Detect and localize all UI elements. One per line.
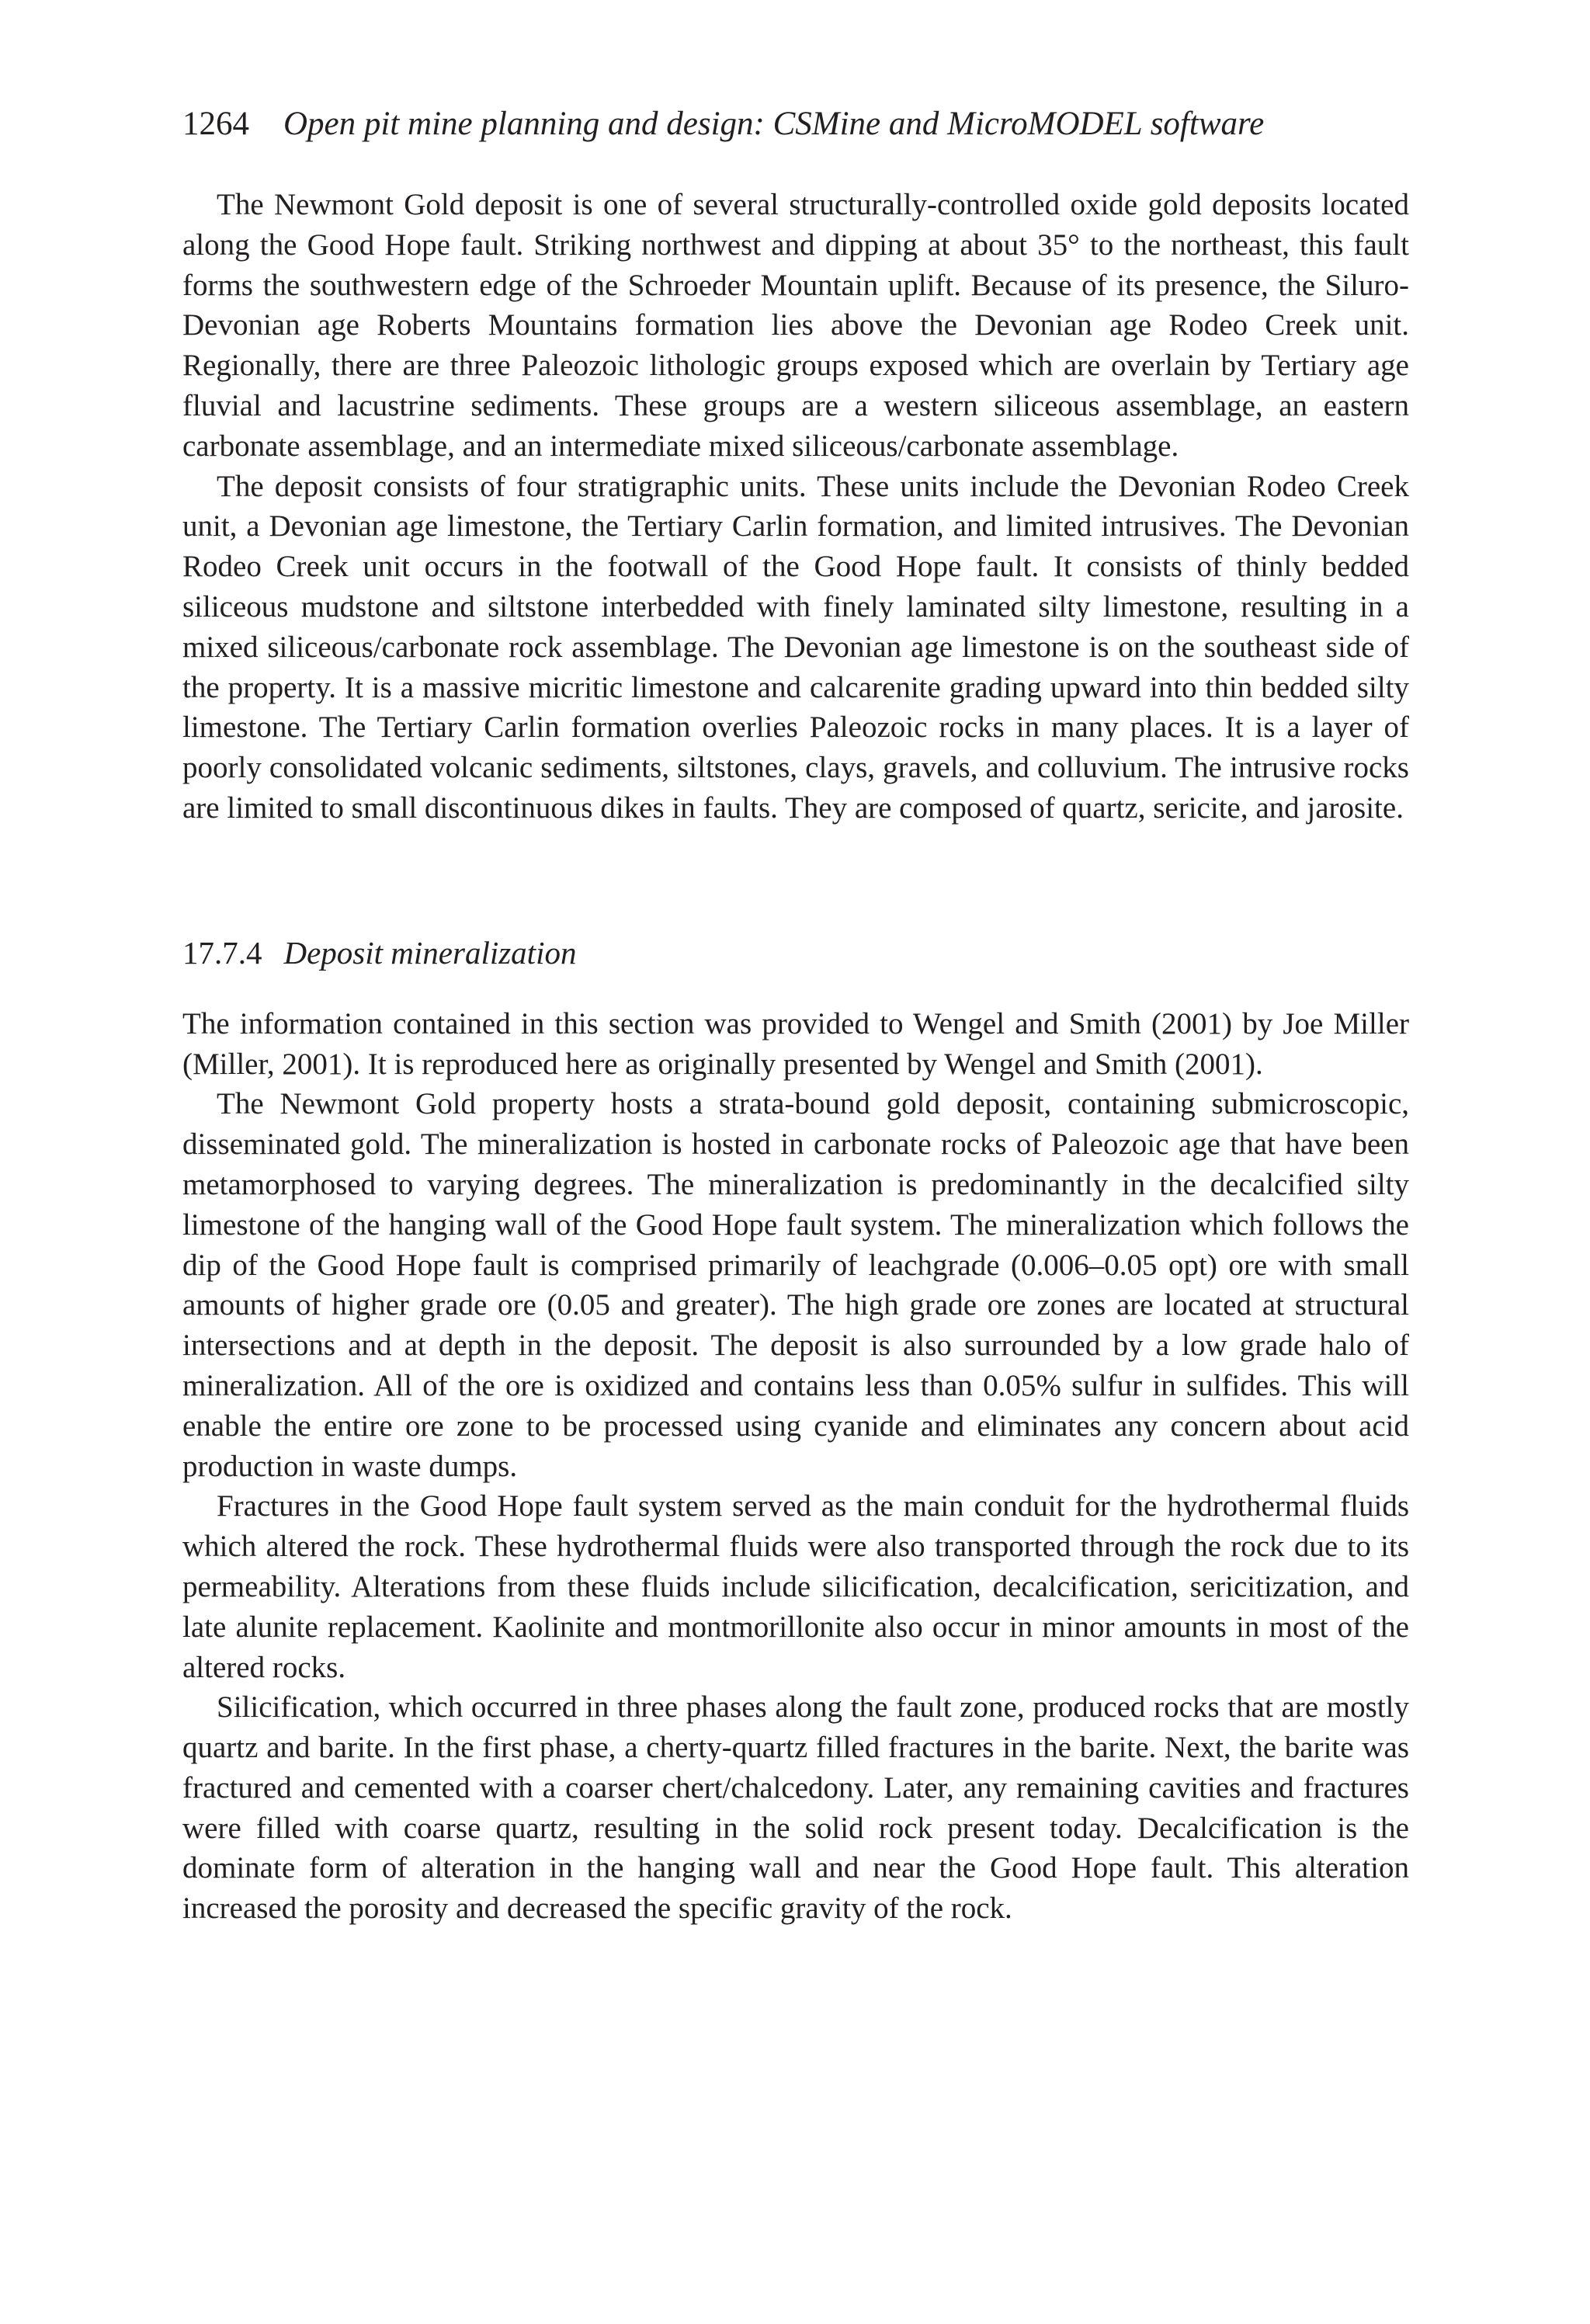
book-title: Open pit mine planning and design: CSMine and MicroMODEL software (283, 106, 1265, 142)
paragraph: Fractures in the Good Hope fault system served as the main conduit for the hydrothermal fluids which altered the rock. These hydrothermal fluids were also transported through the rock due to its permeability. Alterations from these fluids include silicification, decalcification, sericitization, and late alunite replacement. Kaolinite and montmorillonite also occur in minor amounts in most of the altered rocks. (182, 1489, 1409, 1684)
section-number: 17.7.4 (182, 934, 262, 971)
paragraph: The deposit consists of four stratigraphic units. These units include the Devonian Rodeo Creek unit, a Devonian age limestone, the Tertiary Carlin formation, and limited intrusives. The Devonian Rodeo Creek unit occurs in the footwall of the Good Hope fault. It consists of thinly bedded siliceous mudstone and siltstone interbedded with finely laminated silty limestone, resulting in a mixed siliceous/carbonate rock assemblage. The Devonian age limestone is on the southeast side of the property. It is a massive micritic limestone and calcarenite grading upward into thin bedded silty limestone. The Tertiary Carlin formation overlies Paleozoic rocks in many places. It is a layer of poorly consolidated volcanic sediments, siltstones, clays, gravels, and colluvium. The intrusive rocks are limited to small discontinuous dikes in faults. They are composed of quartz, sericite, and jarosite. (182, 469, 1409, 825)
section-heading (182, 929, 1409, 976)
paragraph: The information contained in this section was provided to Wengel and Smith (2001) by Joe Miller (Miller, 2001). It is reproduced here as originally presented by Wengel and Smith (2001). (182, 1006, 1409, 1081)
section-intro-body (182, 185, 1409, 829)
paragraph: The Newmont Gold deposit is one of several structurally-controlled oxide gold deposits located along the Good Hope fault. Striking northwest and dipping at about 35° to the northeast, this fault forms the southwestern edge of the Schroeder Mountain uplift. Because of its presence, the Siluro-Devonian age Roberts Mountains formation lies above the Devonian age Rodeo Creek unit. Regionally, there are three Paleozoic lithologic groups exposed which are overlain by Tertiary age fluvial and lacustrine sediments. These groups are a western siliceous assemblage, an eastern carbonate assemblage, and an intermediate mixed siliceous/carbonate assemblage. (182, 188, 1409, 463)
paragraph: Silicification, which occurred in three phases along the fault zone, produced rocks that are mostly quartz and barite. In the first phase, a cherty-quartz filled fractures in the barite. Next, the barite was fractured and cemented with a coarser chert/chalcedony. Later, any remaining cavities and fractures were filled with coarse quartz, resulting in the solid rock present today. Decalcification is the dominate form of alteration in the hanging wall and near the Good Hope fault. This alteration increased the porosity and decreased the specific gravity of the rock. (182, 1690, 1409, 1926)
document-page (182, 101, 1409, 1929)
section-title: Deposit mineralization (283, 934, 577, 971)
section-mineralization-body (182, 1004, 1409, 1929)
page-number: 1264 (182, 106, 249, 142)
running-header (182, 101, 1409, 148)
paragraph: The Newmont Gold property hosts a strata-bound gold deposit, containing submicroscopic, disseminated gold. The mineralization is hosted in carbonate rocks of Paleozoic age that have been metamorphosed to varying degrees. The mineralization is predominantly in the decalcified silty limestone of the hanging wall of the Good Hope fault system. The mineralization which follows the dip of the Good Hope fault is comprised primarily of leachgrade (0.006–0.05 opt) ore with small amounts of higher grade ore (0.05 and greater). The high grade ore zones are located at structural intersections and at depth in the deposit. The deposit is also surrounded by a low grade halo of mineralization. All of the ore is oxidized and contains less than 0.05% sulfur in sulfides. This will enable the entire ore zone to be processed using cyanide and eliminates any concern about acid production in waste dumps. (182, 1087, 1409, 1483)
